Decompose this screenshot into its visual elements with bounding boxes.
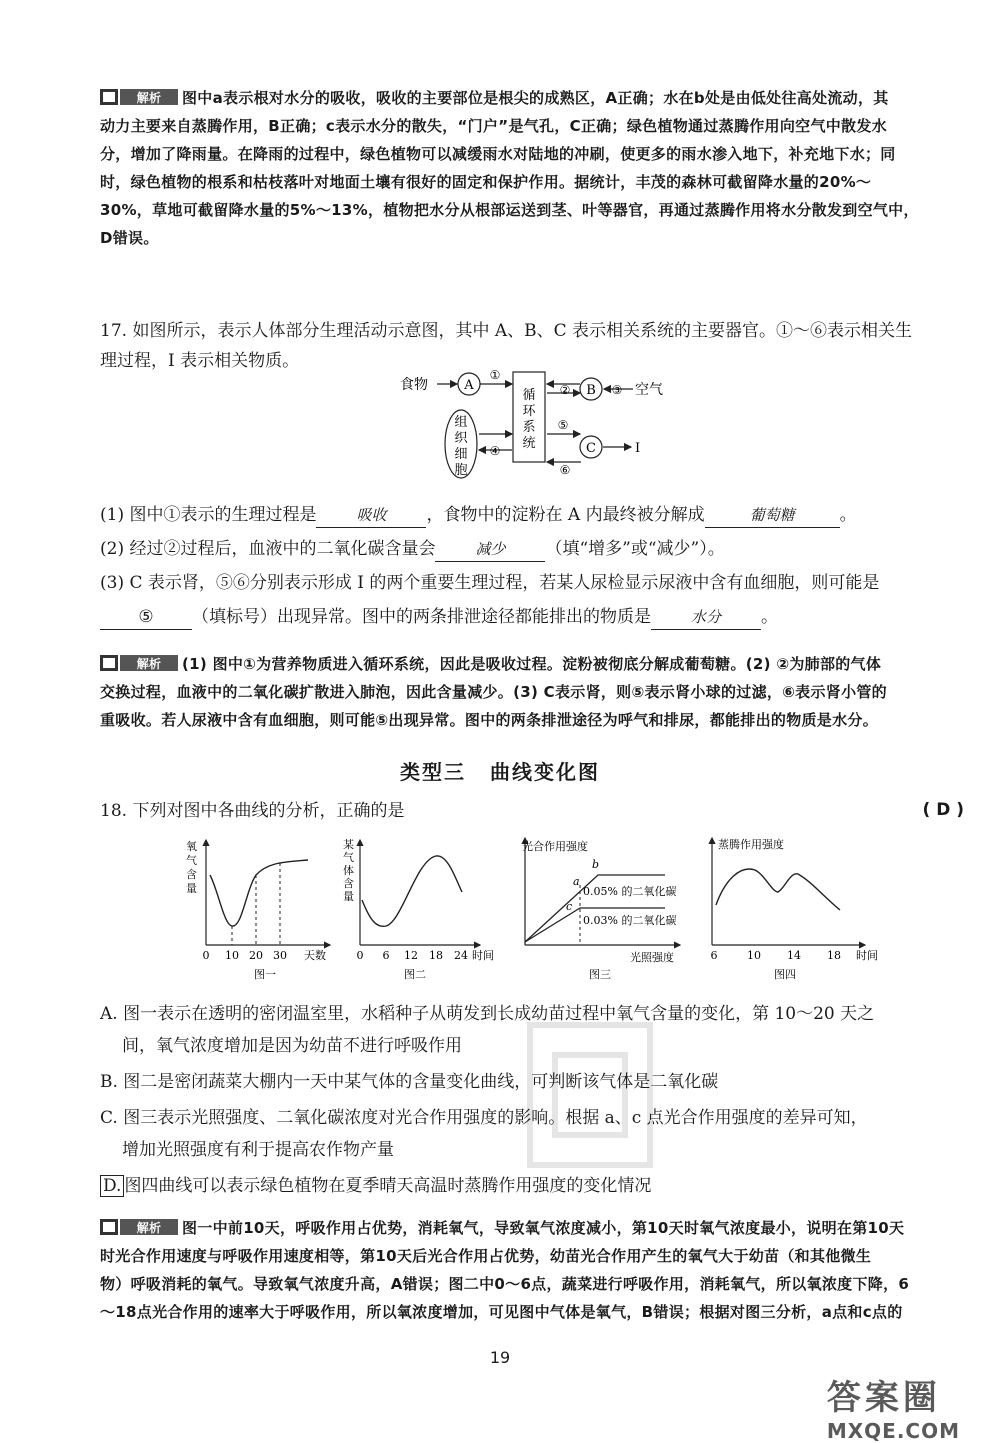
option-b: B. 图二是密闭蔬菜大棚内一天中某气体的含量变化曲线，可判断该气体是二氧化碳: [100, 1072, 719, 1092]
watermark-main: 答案圈: [826, 1378, 941, 1418]
curve-figures: [180, 830, 970, 990]
analysis-line: 时，绿色植物的根系和枯枝落叶对地面土壤有很好的固定和保护作用。据统计，丰茂的森林可截留降水量的20%～: [100, 173, 872, 191]
svg-text:④: ④: [489, 444, 501, 458]
svg-text:10: 10: [747, 949, 761, 962]
svg-text:时间: 时间: [856, 949, 878, 962]
sub-question-3-cont: ⑤ （填标号）出现异常。图中的两条排泄途径都能排出的物质是 水分 。: [100, 602, 968, 632]
analysis-16: [100, 84, 968, 252]
svg-text:环: 环: [522, 404, 536, 419]
svg-text:量: 量: [343, 890, 354, 903]
question-text: 17. 如图所示，表示人体部分生理活动示意图，其中 A、B、C 表示相关系统的主要器官。①～⑥表示相关生: [100, 321, 913, 341]
svg-text:②: ②: [559, 383, 571, 397]
question-text: 18. 下列对图中各曲线的分析，正确的是: [100, 801, 405, 821]
svg-text:24: 24: [454, 949, 468, 962]
sub-question-1: (1) 图中①表示的生理过程是 吸收 ，食物中的淀粉在 A 内最终被分解成 葡萄糖 。: [100, 500, 968, 530]
option-d-tag: D.: [100, 1175, 124, 1197]
site-watermark: [827, 1370, 960, 1443]
svg-text:织: 织: [454, 431, 468, 446]
svg-text:18: 18: [429, 949, 443, 962]
analysis-line: 图中a表示根对水分的吸收，吸收的主要部位是根尖的成熟区，A正确；水在b处是由低处往高处流动，其: [182, 89, 889, 107]
svg-text:光合作用强度: 光合作用强度: [522, 840, 588, 853]
option-a: A. 图一表示在透明的密闭温室里，水稻种子从萌发到长成幼苗过程中氧气含量的变化，第 10～20 天之: [100, 1004, 875, 1024]
svg-text:c: c: [566, 900, 573, 913]
analysis-line: 30%，草地可截留降水量的5%～13%，植物把水分从根部运送到茎、叶等器官，再通过蒸腾作用将水分散发到空气中，: [100, 201, 919, 219]
option-c: C. 图三表示光照强度、二氧化碳浓度对光合作用强度的影响。根据 a、c 点光合作用强度的差异可知，: [100, 1108, 868, 1128]
svg-text:0.05% 的二氧化碳: 0.05% 的二氧化碳: [583, 885, 677, 898]
svg-text:12: 12: [404, 949, 418, 962]
svg-text:含: 含: [343, 877, 354, 890]
svg-text:蒸腾作用强度: 蒸腾作用强度: [718, 838, 784, 851]
svg-text:系: 系: [522, 420, 536, 435]
option-d: D. 图四曲线可以表示绿色植物在夏季晴天高温时蒸腾作用强度的变化情况: [100, 1170, 968, 1202]
analysis-label: 解析: [136, 91, 162, 105]
answer-choice: ( D ): [922, 800, 964, 820]
svg-text:18: 18: [827, 949, 841, 962]
section-title: 类型三 曲线变化图: [400, 760, 600, 784]
svg-text:30: 30: [273, 949, 287, 962]
watermark-url: MXQE.COM: [826, 1419, 960, 1443]
svg-text:b: b: [592, 858, 600, 871]
svg-text:天数: 天数: [304, 949, 326, 962]
analysis-line: 时光合作用速度与呼吸作用速度相等，第10天后光合作用占优势，幼苗光合作用产生的氧气大于幼苗（和其他微生: [100, 1247, 872, 1265]
analysis-line: 物）呼吸消耗的氧气。导致氧气浓度升高，A错误；图二中0～6点，蔬菜进行呼吸作用，消耗氧气，所以氧浓度下降，6: [100, 1275, 910, 1293]
answer-blank-1: 吸收: [316, 503, 426, 528]
option-a-cont: 间，氧气浓度增加是因为幼苗不进行呼吸作用: [122, 1036, 462, 1056]
analysis-badge-icon: [100, 88, 178, 106]
label-food: 食物: [400, 377, 428, 393]
svg-text:细: 细: [454, 447, 468, 462]
option-c-cont: 增加光照强度有利于提高农作物产量: [122, 1140, 394, 1160]
figure-1: [186, 839, 330, 981]
figure-3: [522, 838, 680, 981]
label-i: I: [635, 441, 641, 456]
analysis-line: ～18点光合作用的速率大于呼吸作用，所以氧浓度增加，可见图中气体是氧气，B错误；根据对图三分析，a点和c点的: [100, 1303, 903, 1321]
svg-text:a: a: [573, 875, 580, 888]
svg-text:体: 体: [343, 864, 354, 877]
question-17-subs: [100, 500, 968, 632]
svg-text:0: 0: [356, 949, 364, 962]
analysis-line: 图一中前10天，呼吸作用占优势，消耗氧气，导致氧气浓度减小，第10天时氧气浓度最小，说明在第10天: [182, 1219, 905, 1237]
svg-text:20: 20: [249, 949, 263, 962]
svg-text:时间: 时间: [472, 949, 494, 962]
answer-blank-4: ⑤: [100, 605, 192, 630]
svg-text:6: 6: [710, 949, 718, 962]
analysis-line: D错误。: [100, 229, 159, 247]
svg-text:图四: 图四: [774, 968, 796, 981]
sub-question-3: (3) C 表示肾，⑤⑥分别表示形成 I 的两个重要生理过程，若某人尿检显示尿液中含有血细胞，则可能是: [100, 573, 880, 593]
fig1-curve: [210, 860, 308, 926]
svg-text:⑤: ⑤: [557, 418, 569, 432]
svg-text:解析: 解析: [136, 1221, 162, 1235]
svg-text:气: 气: [343, 851, 354, 864]
svg-text:⑥: ⑥: [559, 463, 571, 477]
svg-text:解析: 解析: [136, 657, 162, 671]
figure-2: [343, 837, 494, 981]
svg-text:氧: 氧: [186, 840, 197, 853]
svg-text:含: 含: [186, 868, 197, 881]
fig2-curve: [362, 856, 462, 926]
svg-text:6: 6: [382, 949, 390, 962]
svg-text:图二: 图二: [404, 968, 426, 981]
svg-text:10: 10: [225, 949, 239, 962]
label-air: 空气: [635, 382, 663, 398]
svg-text:A: A: [464, 378, 474, 393]
analysis-badge-icon: [100, 1218, 178, 1236]
physiology-diagram: [395, 362, 665, 498]
svg-text:图一: 图一: [254, 968, 276, 981]
analysis-badge-icon: [100, 654, 178, 672]
svg-text:B: B: [586, 383, 596, 398]
sub-question-2: (2) 经过②过程后，血液中的二氧化碳含量会 减少 （填“增多”或“减少”）。: [100, 534, 968, 564]
question-text: 理过程，I 表示相关物质。: [100, 351, 300, 371]
analysis-line: 动力主要来自蒸腾作用，B正确；c表示水分的散失，“门户”是气孔，C正确；绿色植物通过蒸腾作用向空气中散发水: [100, 117, 887, 135]
svg-text:循: 循: [522, 388, 536, 403]
analysis-line: 分，增加了降雨量。在降雨的过程中，绿色植物可以减缓雨水对陆地的冲刷，使更多的雨水渗入地下，补充地下水；同: [100, 145, 896, 163]
svg-text:光照强度: 光照强度: [630, 951, 674, 964]
fig4-curve: [716, 869, 840, 910]
page-number: 19: [489, 1348, 511, 1367]
svg-text:③: ③: [611, 383, 623, 397]
analysis-line: (1) 图中①为营养物质进入循环系统，因此是吸收过程。淀粉被彻底分解成葡萄糖。(2) ②为肺部的气体: [182, 655, 882, 673]
svg-text:量: 量: [186, 882, 197, 895]
analysis-17: [100, 650, 968, 734]
svg-text:某: 某: [343, 838, 354, 851]
svg-text:气: 气: [186, 854, 197, 867]
faint-stamp-icon: [515, 1010, 665, 1180]
answer-blank-2: 葡萄糖: [705, 503, 840, 528]
question-18-stem: [100, 796, 968, 826]
answer-blank-3: 减少: [435, 537, 545, 562]
analysis-line: 重吸收。若人尿液中含有血细胞，则可能⑤出现异常。图中的两条排泄途径为呼气和排尿，都能排出的物质是水分。: [100, 711, 879, 729]
svg-text:①: ①: [489, 368, 501, 382]
svg-text:14: 14: [787, 949, 801, 962]
analysis-18: [100, 1214, 968, 1326]
analysis-line: 交换过程，血液中的二氧化碳扩散进入肺泡，因此含量减少。(3) C表示肾，则⑤表示肾小球的过滤，⑥表示肾小管的: [100, 683, 887, 701]
svg-text:0.03% 的二氧化碳: 0.03% 的二氧化碳: [583, 914, 677, 927]
svg-text:胞: 胞: [454, 463, 468, 478]
svg-text:图三: 图三: [589, 968, 611, 981]
svg-text:统: 统: [522, 436, 536, 451]
answer-blank-5: 水分: [651, 605, 761, 630]
svg-text:C: C: [586, 441, 596, 456]
figure-4: [711, 837, 879, 981]
svg-text:组: 组: [454, 415, 468, 430]
svg-text:0: 0: [202, 949, 210, 962]
